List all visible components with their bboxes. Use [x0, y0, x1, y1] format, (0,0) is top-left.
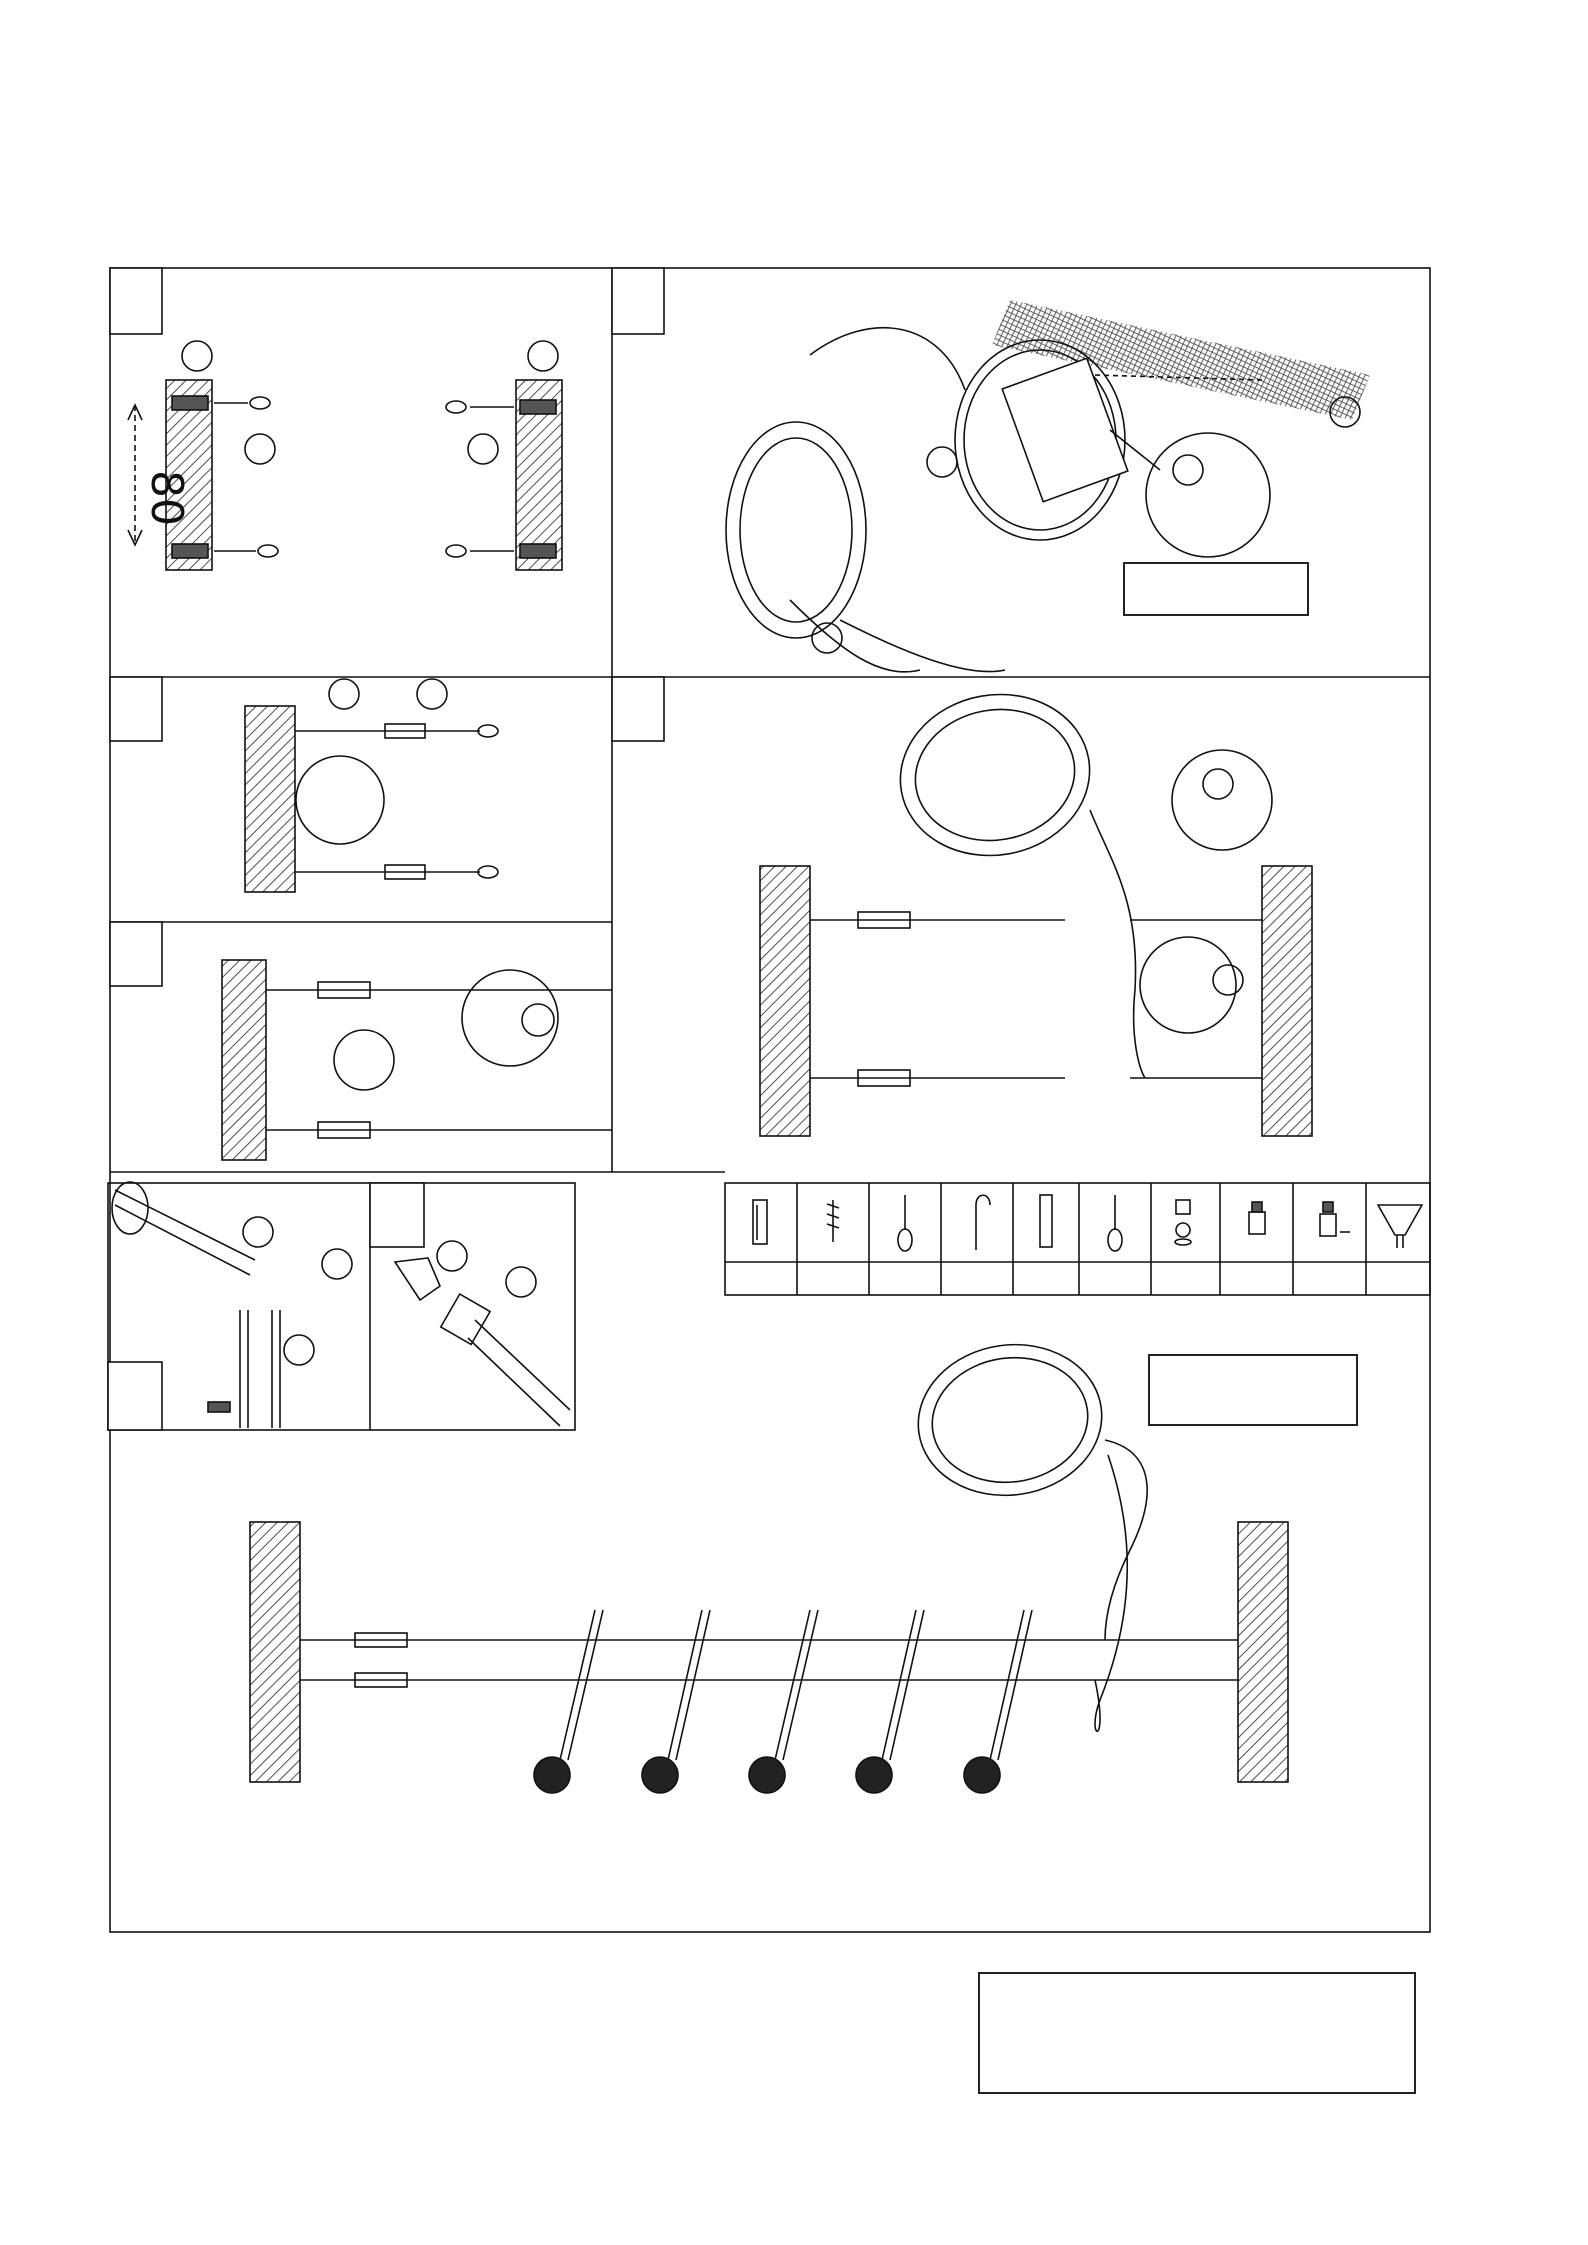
screw-icon [827, 1200, 839, 1242]
step-4-marker [612, 677, 664, 741]
anchor-bottom-right [446, 544, 556, 558]
parts-list-table [725, 1183, 1430, 1295]
panel-4-transformer-wiring [760, 680, 1312, 1136]
label-box-callout [1148, 1354, 1358, 1426]
step-3-marker [110, 677, 162, 741]
connector-icon [1320, 1202, 1350, 1236]
anchor-top-right [446, 400, 556, 414]
turnbuckle-tube-icon [1040, 1195, 1052, 1247]
step-8-marker [108, 1362, 162, 1430]
top-wire [300, 1633, 1238, 1647]
eye-screw-icon [898, 1195, 912, 1251]
halogen-bulb-icon [1378, 1205, 1422, 1248]
step-2-marker [612, 268, 664, 334]
step-1-marker [110, 268, 162, 334]
label-box-footer [978, 1972, 1416, 2094]
eye-bolt-icon [1108, 1195, 1122, 1251]
panel-1-wall-anchors [128, 341, 562, 570]
wall-plug-icon [753, 1200, 767, 1244]
step-7-marker [370, 1183, 424, 1247]
panel-8-final-assembly [250, 1333, 1288, 1793]
anchor-bottom-left [172, 544, 278, 558]
step-5-marker [110, 922, 162, 986]
panel-2-transformer-mount [726, 300, 1370, 672]
label-box-transformer [1123, 562, 1309, 616]
panel-7-bulb [395, 1241, 570, 1426]
spotlight-2 [642, 1610, 710, 1793]
cable-clamp-icon [1249, 1202, 1265, 1234]
nut-washer-icon [1175, 1200, 1191, 1245]
spotlight-3 [749, 1610, 818, 1793]
hook-icon [976, 1195, 990, 1250]
panel-5-wire-tension [222, 960, 612, 1160]
spotlight-5 [964, 1610, 1032, 1793]
panel-3-turnbuckle [245, 679, 498, 892]
spotlight-4 [856, 1610, 924, 1793]
bottom-wire [300, 1673, 1238, 1687]
spotlight-1 [534, 1610, 603, 1793]
anchor-top-left [172, 396, 270, 410]
dimension-label: 80 [141, 470, 192, 526]
